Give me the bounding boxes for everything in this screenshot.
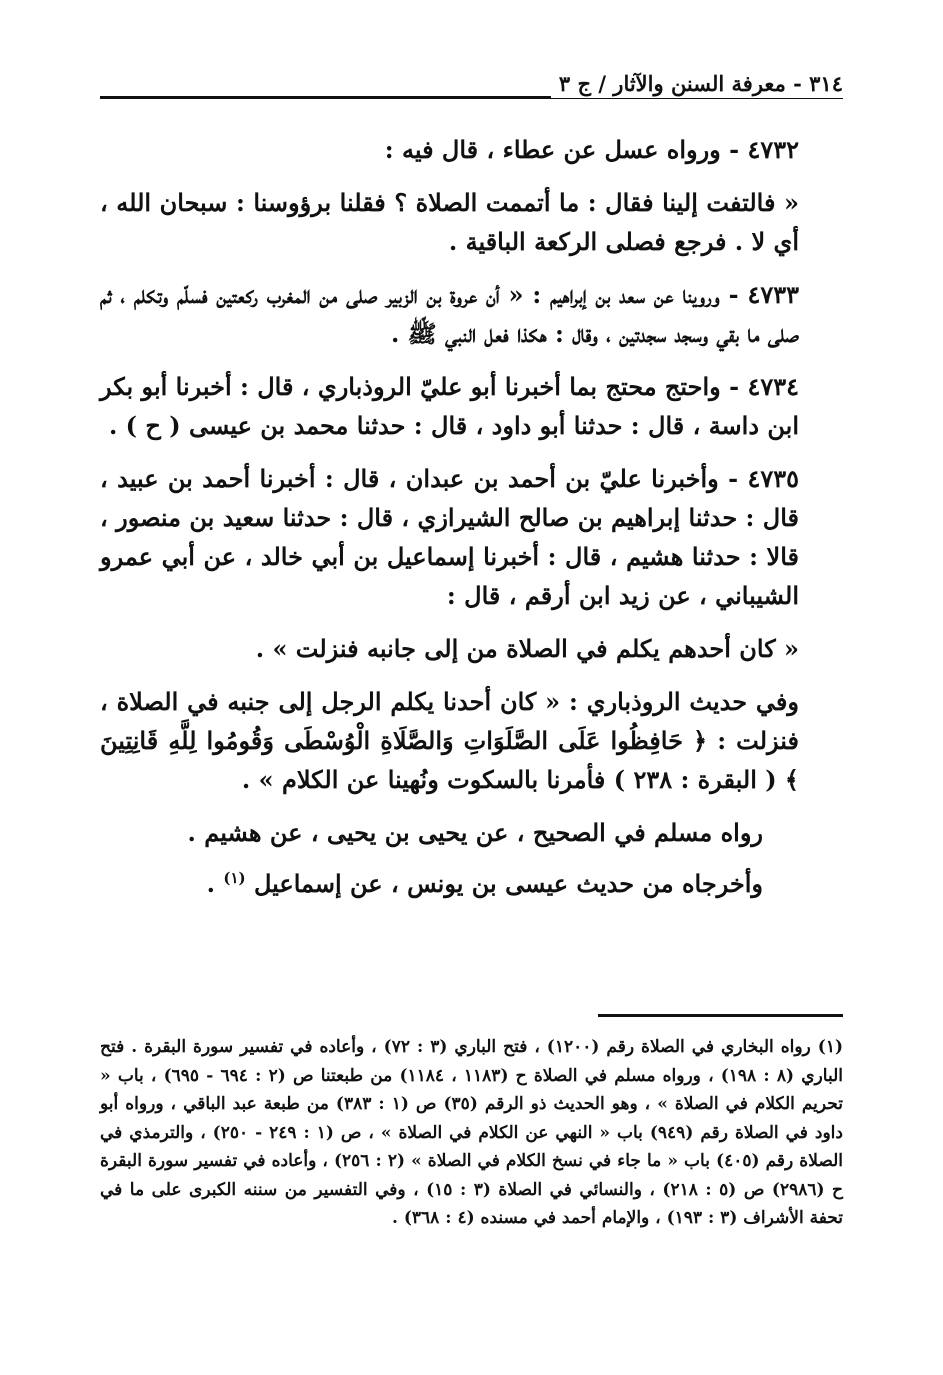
hadith-4735: ٤٧٣٥ - وأخبرنا عليّ بن أحمد بن عبدان ، قال : أخبرنا أحمد بن عبيد ، قال : حدثنا إبراهيم بن صالح الشيرازي ، قال : حدثنا سعيد بن منصور ، قالا : حدثنا هشيم ، قال : أخبرنا إسماعيل بن أبي خالد ، عن أبي عمرو الشيباني ، عن زيد ابن أرقم ، قال : [100, 464, 799, 610]
hadith-4732: ٤٧٣٢ - ورواه عسل عن عطاء ، قال فيه : [384, 135, 799, 164]
running-header [100, 70, 843, 102]
bukhari-muslim-reference: وأخرجاه من حديث عيسى بن يونس ، عن إسماعيل $^{(١)}$ . [206, 869, 763, 898]
hadith-4733: ٤٧٣٣ - وروينا عن سعد بن إبراهيم : « أن عروة بن الزبير صلى من المغرب ركعتين فسلّم وتكلم ، ثم صلى ما بقي وسجد سجدتين ، وقال : هكذا فعل النبي ﷺ . [100, 280, 799, 348]
hadith-4735-text: « كان أحدهم يكلم في الصلاة من إلى جانبه فنزلت » . [255, 634, 799, 663]
hadith-4732-text: « فالتفت إلينا فقال : ما أتممت الصلاة ؟ فقلنا برؤوسنا : سبحان الله ، أي لا . فرجع فصلى الركعة الباقية . [100, 188, 799, 256]
footnote-rule [598, 1014, 843, 1017]
hadith-4734: ٤٧٣٤ - واحتج محتج بما أخبرنا أبو عليّ الروذباري ، قال : أخبرنا أبو بكر ابن داسة ، قال : حدثنا أبو داود ، قال : حدثنا محمد بن عيسى ( ح ) . [100, 372, 799, 440]
footnote-1: (١) رواه البخاري في الصلاة رقم (١٢٠٠) ، فتح الباري (٣ : ٧٢) ، وأعاده في تفسير سورة البقرة . فتح الباري (٨ : ١٩٨) ، ورواه مسلم في الصلاة ح (١١٨٣ ، ١١٨٤) من طبعتنا ص (٢ : ٦٩٤ - ٦٩٥) ، باب « تحريم الكلام في الصلاة » ، وهو الحديث ذو الرقم (٣٥) ص (١ : ٣٨٣) من طبعة عبد الباقي ، ورواه أبو داود في الصلاة رقم (٩٤٩) باب « النهي عن الكلام في الصلاة » ، ص (١ : ٢٤٩ - ٢٥٠) ، والترمذي في الصلاة رقم (٤٠٥) باب « ما جاء في نسخ الكلام في الصلاة » (٢ : ٢٥٦) ، وأعاده في تفسير سورة البقرة ح (٢٩٨٦) ص (٥ : ٢١٨) ، والنسائي في الصلاة (٣ : ١٥) ، وفي التفسير من سننه الكبرى على ما في تحفة الأشراف (٣ : ١٩٣) ، والإمام أحمد في مسنده (٤ : ٣٦٨) . [100, 1037, 844, 1228]
header-title: ٣١٤ - معرفة السنن والآثار / ج ٣ [551, 70, 843, 98]
reference-text: وأخرجاه من حديث عيسى بن يونس ، عن إسماعيل [253, 869, 763, 898]
footnotes [100, 1033, 843, 1233]
muslim-reference: رواه مسلم في الصحيح ، عن يحيى بن يحيى ، عن هشيم . [187, 818, 763, 847]
footnote-marker: (١) [223, 869, 246, 887]
rudhbari-version: وفي حديث الروذباري : « كان أحدنا يكلم الرجل إلى جنبه في الصلاة ، فنزلت : ﴿ حَافِظُوا عَلَى الصَّلَوَاتِ وَالصَّلَاةِ الْوُسْطَى وَقُومُوا لِلَّهِ قَانِتِينَ ﴾ ( البقرة : ٢٣٨ ) فأمرنا بالسكوت ونُهينا عن الكلام » . [100, 687, 799, 794]
main-text [100, 130, 843, 915]
